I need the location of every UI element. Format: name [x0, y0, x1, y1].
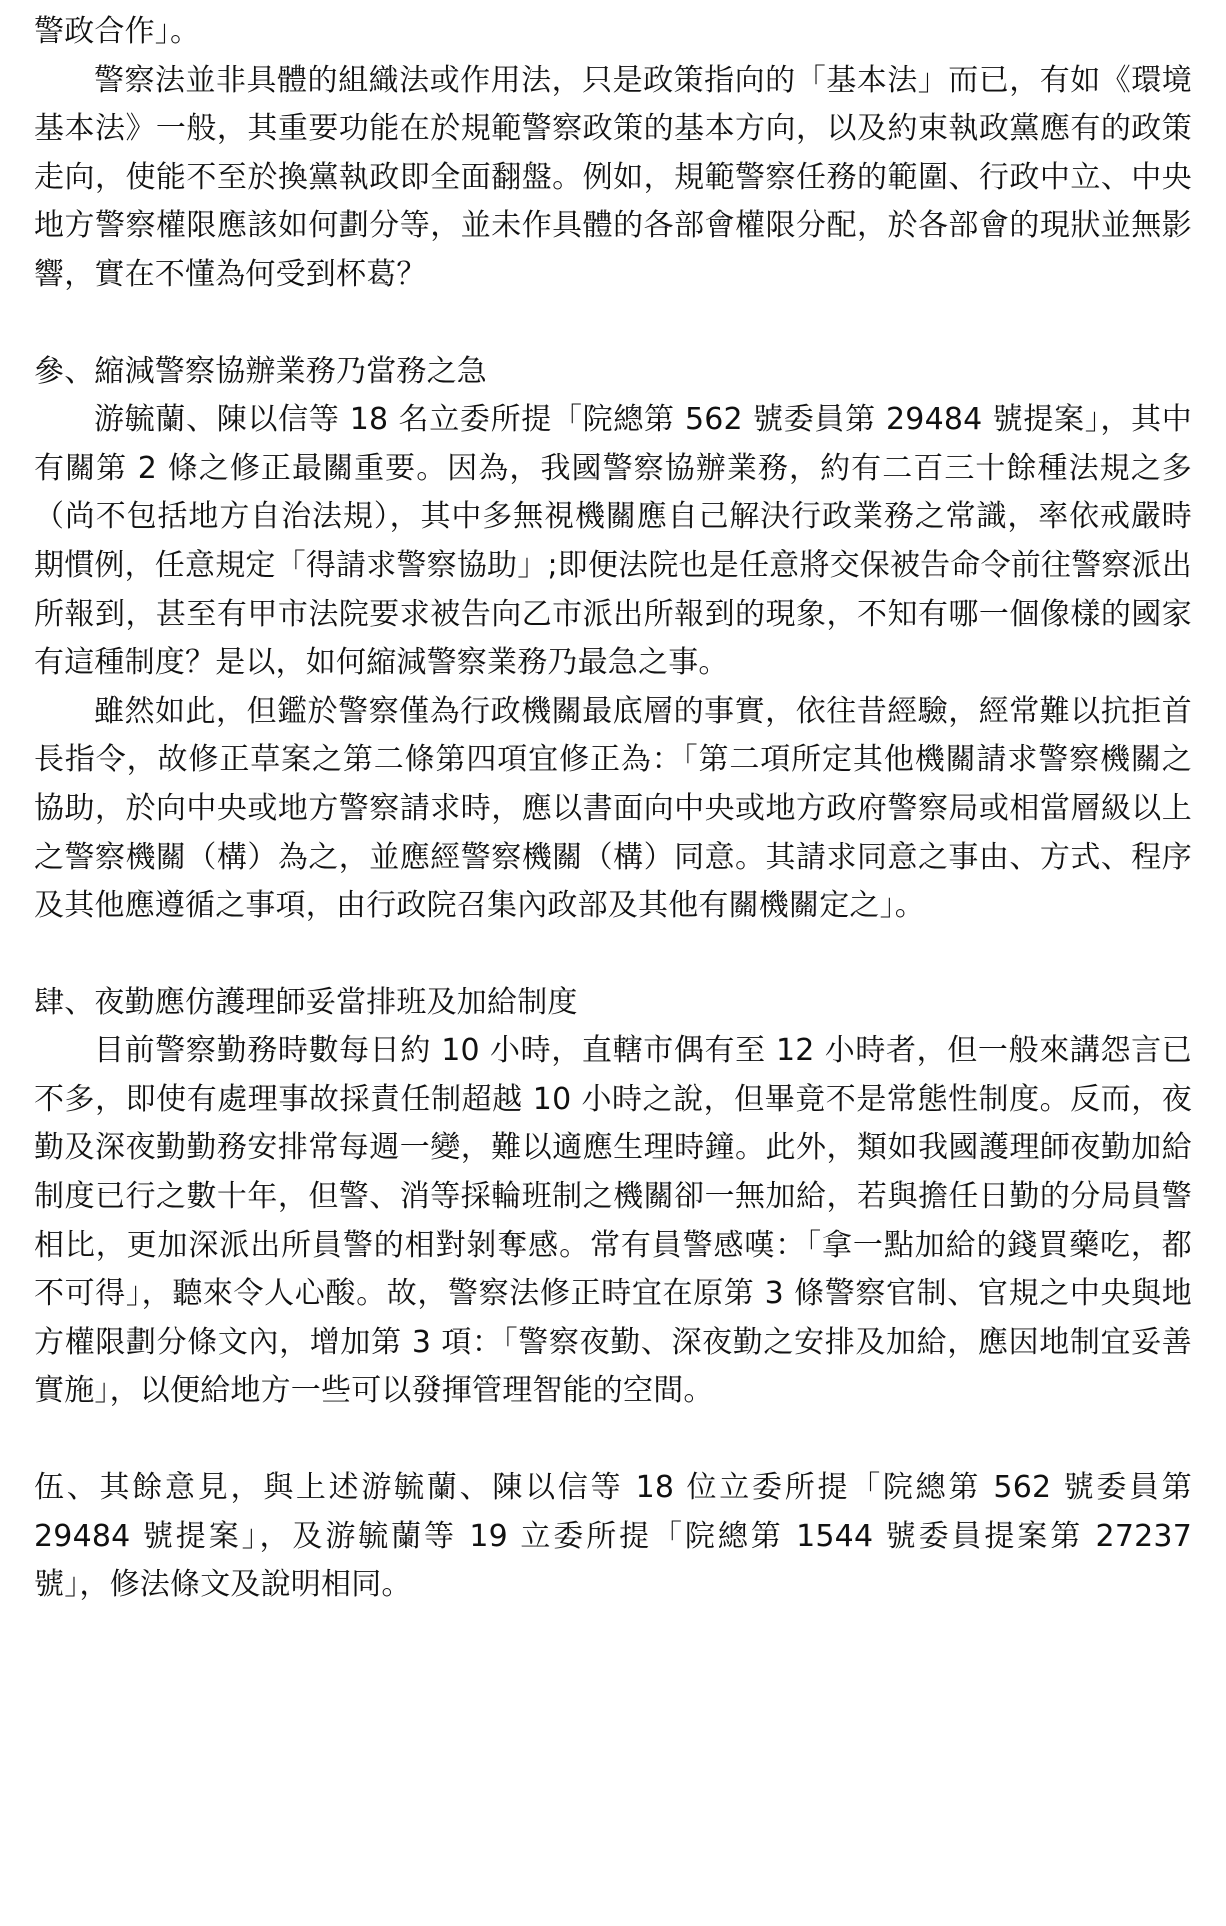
document-page: [34, 8, 1192, 1610]
paragraph-other-opinions: 伍、其餘意見，與上述游毓蘭、陳以信等 18 位立委所提「院總第 562 號委員第 29484 號提案」，及游毓蘭等 19 立委所提「院總第 1544 號委員提案第 27237 號」，修法條文及說明相同。: [34, 1470, 1192, 1603]
paragraph-continued: 警政合作」。: [34, 14, 201, 49]
paragraph-police-assist: 游毓蘭、陳以信等 18 名立委所提「院總第 562 號委員第 29484 號提案」，其中有關第 2 條之修正最關重要。因為，我國警察協辦業務，約有二百三十餘種法規之多（尚不包括地方自治法規），其中多無視機關應自己解決行政業務之常識，率依戒嚴時期慣例，任意規定「得請求警察協助」;即便法院也是任意將交保被告命令前往警察派出所報到，甚至有甲市法院要求被告向乙市派出所報到的現象，不知有哪一個像樣的國家有這種制度？是以，如何縮減警察業務乃最急之事。: [34, 402, 1192, 681]
section-gap: [34, 300, 1192, 348]
section-heading-4: 肆、夜勤應仿護理師妥當排班及加給制度: [34, 984, 578, 1020]
section-gap: [34, 1416, 1192, 1464]
section-heading-3: 參、縮減警察協辦業務乃當務之急: [34, 353, 487, 389]
paragraph-basic-law: 警察法並非具體的組織法或作用法，只是政策指向的「基本法」而已，有如《環境基本法》一般，其重要功能在於規範警察政策的基本方向，以及約束執政黨應有的政策走向，使能不至於換黨執政即全面翻盤。例如，規範警察任務的範圍、行政中立、中央地方警察權限應該如何劃分等，並未作具體的各部會權限分配，於各部會的現狀並無影響，實在不懂為何受到杯葛？: [34, 62, 1192, 292]
paragraph-amendment: 雖然如此，但鑑於警察僅為行政機關最底層的事實，依往昔經驗，經常難以抗拒首長指令，故修正草案之第二條第四項宜修正為：「第二項所定其他機關請求警察機關之協助，於向中央或地方警察請求時，應以書面向中央或地方政府警察局或相當層級以上之警察機關（構）為之，並應經警察機關（構）同意。其請求同意之事由、方式、程序及其他應遵循之事項，由行政院召集內政部及其他有關機關定之」。: [34, 693, 1192, 924]
section-gap: [34, 931, 1192, 979]
paragraph-night-shift: 目前警察勤務時數每日約 10 小時，直轄市偶有至 12 小時者，但一般來講怨言已不多，即使有處理事故採責任制超越 10 小時之說，但畢竟不是常態性制度。反而，夜勤及深夜勤勤務安排常每週一變，難以適應生理時鐘。此外，類如我國護理師夜勤加給制度已行之數十年，但警、消等採輪班制之機關卻一無加給，若與擔任日勤的分局員警相比，更加深派出所員警的相對剝奪感。常有員警感嘆：「拿一點加給的錢買藥吃，都不可得」，聽來令人心酸。故，警察法修正時宜在原第 3 條警察官制、官規之中央與地方權限劃分條文內，增加第 3 項：「警察夜勤、深夜勤之安排及加給，應因地制宜妥善實施」，以便給地方一些可以發揮管理智能的空間。: [34, 1033, 1192, 1409]
